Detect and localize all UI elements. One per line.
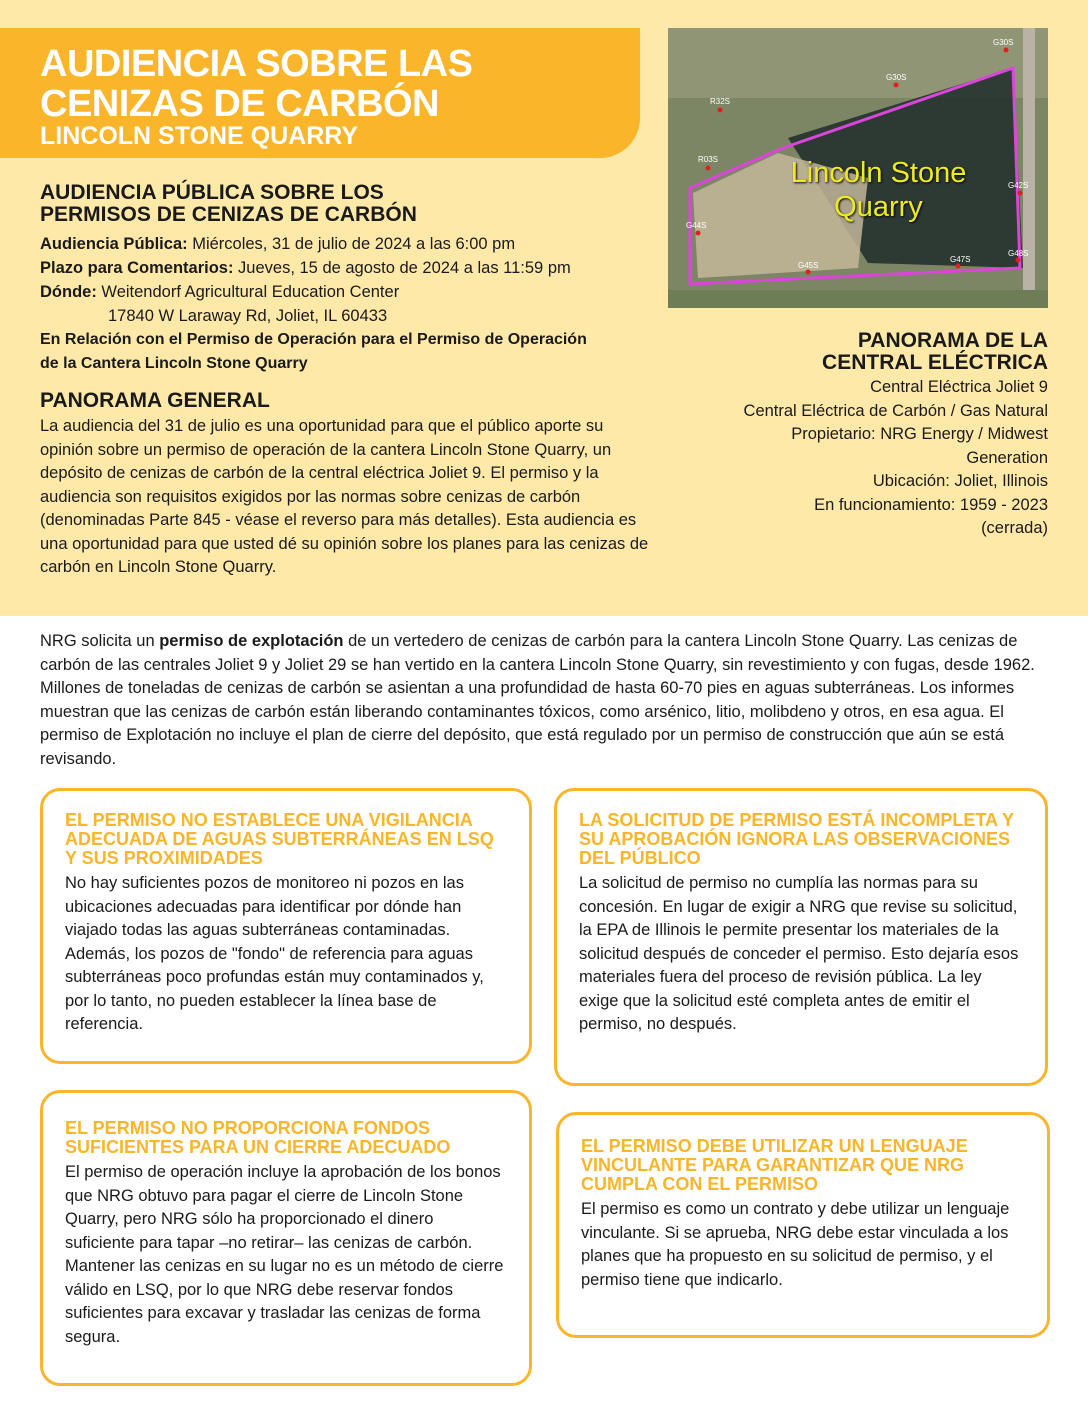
monitoring-card (40, 788, 532, 1064)
well-marker (1004, 48, 1009, 53)
page-title: AUDIENCIA SOBRE LAS CENIZAS DE CARBÓN (40, 43, 473, 125)
well-marker (1016, 258, 1021, 263)
intro-text-start: NRG solicita un (40, 632, 160, 650)
hearing-date (40, 232, 660, 256)
well-label: G48S (1008, 249, 1029, 258)
hearing-section (40, 182, 660, 376)
plant-operation: En funcionamiento: 1959 - 2023 (cerrada) (814, 495, 1048, 537)
hearing-date-label: Audiencia Pública: (40, 235, 188, 253)
well-label: G47S (950, 255, 971, 264)
funding-card-title: EL PERMISO NO PROPORCIONA FONDOS SUFICIENTES PARA UN CIERRE ADECUADO (65, 1118, 451, 1157)
well-marker (718, 108, 723, 113)
well-marker (1018, 191, 1023, 196)
binding-language-card-body: El permiso es como un contrato y debe utilizar un lenguaje vinculante. Si se aprueba, NRG debe estar vinculada a los planes que ha propuesto en su solicitud de permiso, y el permiso tiene que indicarlo. (581, 1200, 1010, 1289)
well-label: R32S (710, 97, 731, 106)
comment-deadline-value: Jueves, 15 de agosto de 2024 a las 11:59 pm (233, 259, 571, 277)
permit-relation: En Relación con el Permiso de Operación para el Permiso de Operación de la Cantera Lincoln Stone Quarry (40, 331, 587, 372)
hearing-heading: AUDIENCIA PÚBLICA SOBRE LOS PERMISOS DE CENIZAS DE CARBÓN (40, 181, 417, 226)
well-marker (696, 231, 701, 236)
funding-card-body: El permiso de operación incluye la aprobación de los bonos que NRG obtuvo para pagar el cierre de Lincoln Stone Quarry, pero NRG sólo ha proporcionado el dinero suficiente para tapar –no retirar– las cenizas de carbón. Mantener las cenizas en su lugar no es un método de cierre válido en LSQ, por lo que NRG debe reservar fondos suficientes para excavar y trasladar las cenizas de forma segura. (65, 1163, 504, 1346)
application-card-title: LA SOLICITUD DE PERMISO ESTÁ INCOMPLETA Y SU APROBACIÓN IGNORA LAS OBSERVACIONES DEL PÚBLICO (579, 810, 1014, 868)
application-card (554, 788, 1048, 1086)
overview-heading: PANORAMA GENERAL (40, 389, 270, 412)
plant-overview-section (668, 330, 1048, 541)
well-label: G30S (886, 73, 907, 82)
hearing-location-value: Weitendorf Agricultural Education Center (96, 283, 400, 301)
intro-text-end: de un vertedero de cenizas de carbón para la cantera Lincoln Stone Quarry. Las cenizas de carbón de las centrales Joliet 9 y Joliet 29 se han vertido en la cantera Lincoln Stone Quarry, sin revestimiento y con fugas, desde 1962. Millones de toneladas de cenizas de carbón se asientan a una profundidad de hasta 60-70 pies en aguas subterráneas. Los informes muestran que las cenizas de carbón están liberando contaminantes tóxicos, como arsénico, litio, molibdeno y otros, en esa agua. El permiso de Explotación no incluye el plan de cierre del depósito, que está regulado por un permiso de construcción que aún se está revisando. (40, 632, 1035, 768)
hearing-location (40, 280, 660, 304)
plant-location: Ubicación: Joliet, Illinois (872, 472, 1048, 490)
application-card-body: La solicitud de permiso no cumplía las normas para su concesión. En lugar de exigir a NRG que revise su solicitud, la EPA de Illinois le permite presentar los materiales de la solicitud después de conceder el permiso. Esto dejaría esos materiales fuera del proceso de revisión pública. La ley exige que la solicitud esté completa antes de emitir el permiso, no después. (579, 874, 1019, 1033)
well-label: G44S (686, 221, 707, 230)
map-road (1023, 28, 1035, 308)
intro-highlight: permiso de explotación (159, 632, 344, 650)
map-site-label: Lincoln Stone Quarry (790, 157, 967, 223)
plant-owner: Propietario: NRG Energy / Midwest Generation (791, 425, 1048, 467)
map-south-strip (668, 290, 1048, 308)
comment-deadline (40, 256, 660, 280)
well-marker (894, 83, 899, 88)
well-marker (706, 166, 711, 171)
hearing-address: 17840 W Laraway Rd, Joliet, IL 60433 (108, 307, 388, 325)
overview-section (40, 390, 655, 580)
well-label: G45S (798, 261, 819, 270)
hearing-date-value: Miércoles, 31 de julio de 2024 a las 6:00 pm (187, 235, 516, 253)
well-label: G42S (1008, 181, 1029, 190)
overview-text: La audiencia del 31 de julio es una oportunidad para que el público aporte su opinión sobre un permiso de operación de la cantera Lincoln Stone Quarry, un depósito de cenizas de carbón de la central eléctrica Joliet 9. El permiso y la audiencia son requisitos exigidos por las normas sobre cenizas de carbón (denominadas Parte 845 - véase el reverso para más detalles). Esta audiencia es una oportunidad para que usted dé su opinión sobre los planes para las cenizas de carbón en Lincoln Stone Quarry. (40, 417, 649, 576)
comment-deadline-label: Plazo para Comentarios: (40, 259, 234, 277)
plant-heading: PANORAMA DE LA CENTRAL ELÉCTRICA (822, 329, 1048, 374)
well-marker (956, 264, 961, 269)
well-marker (806, 270, 811, 275)
well-label: R03S (698, 155, 719, 164)
binding-language-card-title: EL PERMISO DEBE UTILIZAR UN LENGUAJE VINCULANTE PARA GARANTIZAR QUE NRG CUMPLA CON EL PERMISO (581, 1136, 968, 1194)
hearing-location-label: Dónde: (40, 283, 97, 301)
quarry-aerial-map (668, 28, 1048, 308)
monitoring-card-title: EL PERMISO NO ESTABLECE UNA VIGILANCIA ADECUADA DE AGUAS SUBTERRÁNEAS EN LSQ Y SUS PROXIMIDADES (65, 810, 494, 868)
intro-paragraph (40, 630, 1050, 771)
well-label: G30S (993, 38, 1014, 47)
plant-name: Central Eléctrica Joliet 9 (870, 378, 1048, 396)
funding-card (40, 1090, 532, 1386)
page-subtitle: LINCOLN STONE QUARRY (40, 122, 359, 150)
monitoring-card-body: No hay suficientes pozos de monitoreo ni pozos en las ubicaciones adecuadas para identificar por dónde han viajado todas las aguas subterráneas contaminadas. Además, los pozos de "fondo" de referencia para aguas subterráneas poco profundas están muy contaminados y, por lo tanto, no pueden establecer la línea base de referencia. (65, 874, 484, 1033)
binding-language-card (556, 1112, 1050, 1338)
plant-type: Central Eléctrica de Carbón / Gas Natural (743, 401, 1048, 420)
